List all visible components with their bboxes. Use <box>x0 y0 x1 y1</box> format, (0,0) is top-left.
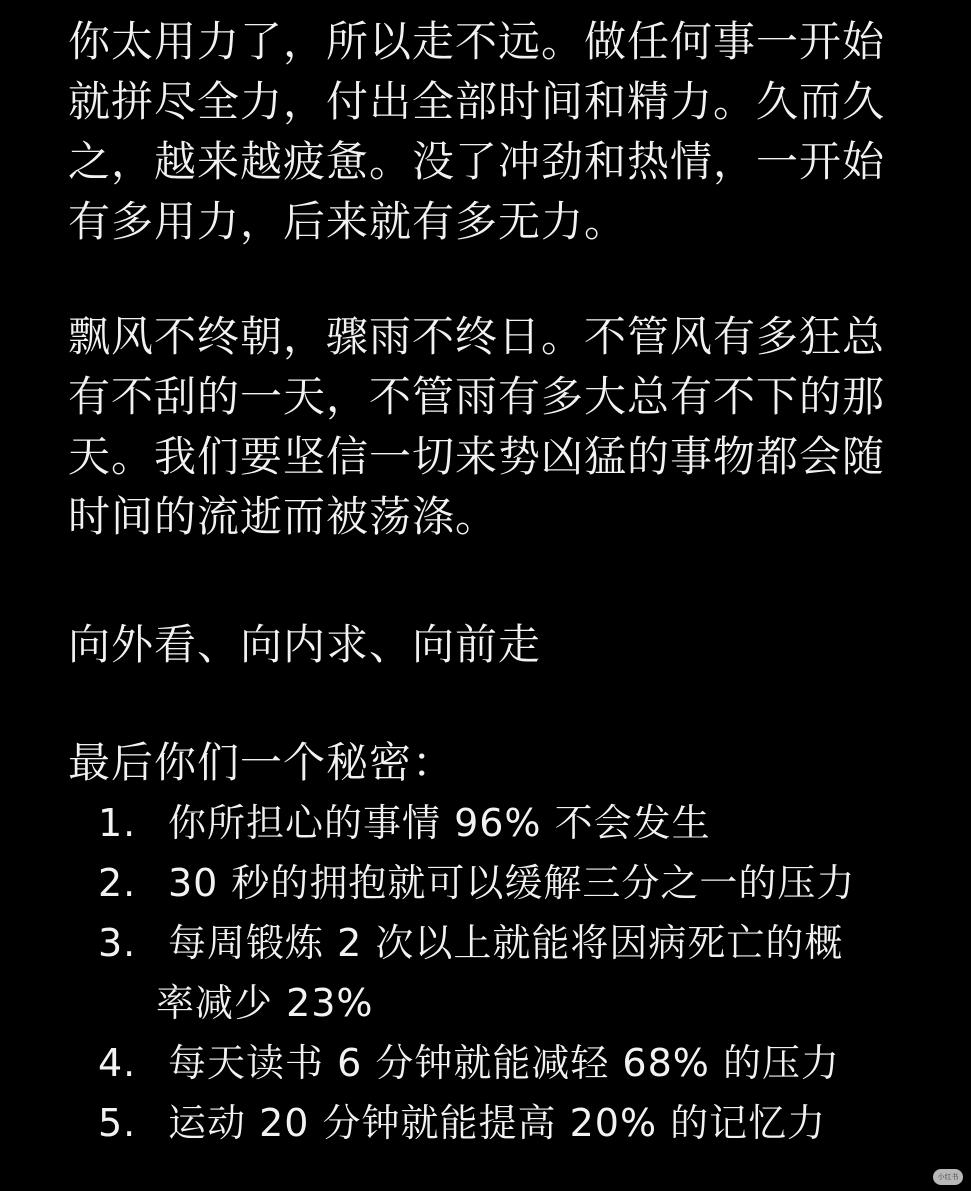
paragraph-line: 飘风不终朝，骤雨不终日。不管风有多狂总 <box>68 312 886 361</box>
secrets-heading <box>68 733 898 793</box>
paragraph-line: 你太用力了，所以走不远。做任何事一开始 <box>68 17 886 66</box>
paragraph-line: 就拼尽全力，付出全部时间和精力。久而久 <box>68 77 886 126</box>
paragraph-line: 有多用力，后来就有多无力。 <box>68 197 628 246</box>
list-item-text: 运动 20 分钟就能提高 20% 的记忆力 <box>168 1101 827 1145</box>
list-item-number: 4. <box>98 1041 137 1085</box>
list-item <box>68 853 948 913</box>
paragraph-line: 向外看、向内求、向前走 <box>68 620 542 669</box>
paragraph-line: 最后你们一个秘密： <box>68 738 456 787</box>
paragraph-line: 之，越来越疲惫。没了冲劲和热情，一开始 <box>68 137 886 186</box>
list-item <box>68 1033 948 1093</box>
list-item-text-continued: 率减少 23% <box>156 981 374 1025</box>
paragraph-line: 有不刮的一天，不管雨有多大总有不下的那 <box>68 372 886 421</box>
paragraph-line: 天。我们要坚信一切来势凶猛的事物都会随 <box>68 432 886 481</box>
list-item-number: 5. <box>98 1101 137 1145</box>
list-item-text: 30 秒的拥抱就可以缓解三分之一的压力 <box>168 861 856 905</box>
paragraph-overexertion <box>68 12 898 252</box>
secrets-list <box>68 793 948 1153</box>
list-item-number: 3. <box>98 921 137 965</box>
paragraph-motto <box>68 615 898 675</box>
list-item <box>68 913 948 1033</box>
list-item-number: 2. <box>98 861 137 905</box>
list-item <box>68 1093 948 1153</box>
paragraph-line: 时间的流逝而被荡涤。 <box>68 492 499 541</box>
list-item-text: 每天读书 6 分钟就能减轻 68% 的压力 <box>168 1041 840 1085</box>
list-item-number: 1. <box>98 801 137 845</box>
paragraph-storm <box>68 307 898 547</box>
watermark-logo: 小红书 <box>933 1169 963 1185</box>
list-item <box>68 793 948 853</box>
list-item-text: 你所担心的事情 96% 不会发生 <box>168 801 711 845</box>
list-item-text: 每周锻炼 2 次以上就能将因病死亡的概 <box>168 921 844 965</box>
